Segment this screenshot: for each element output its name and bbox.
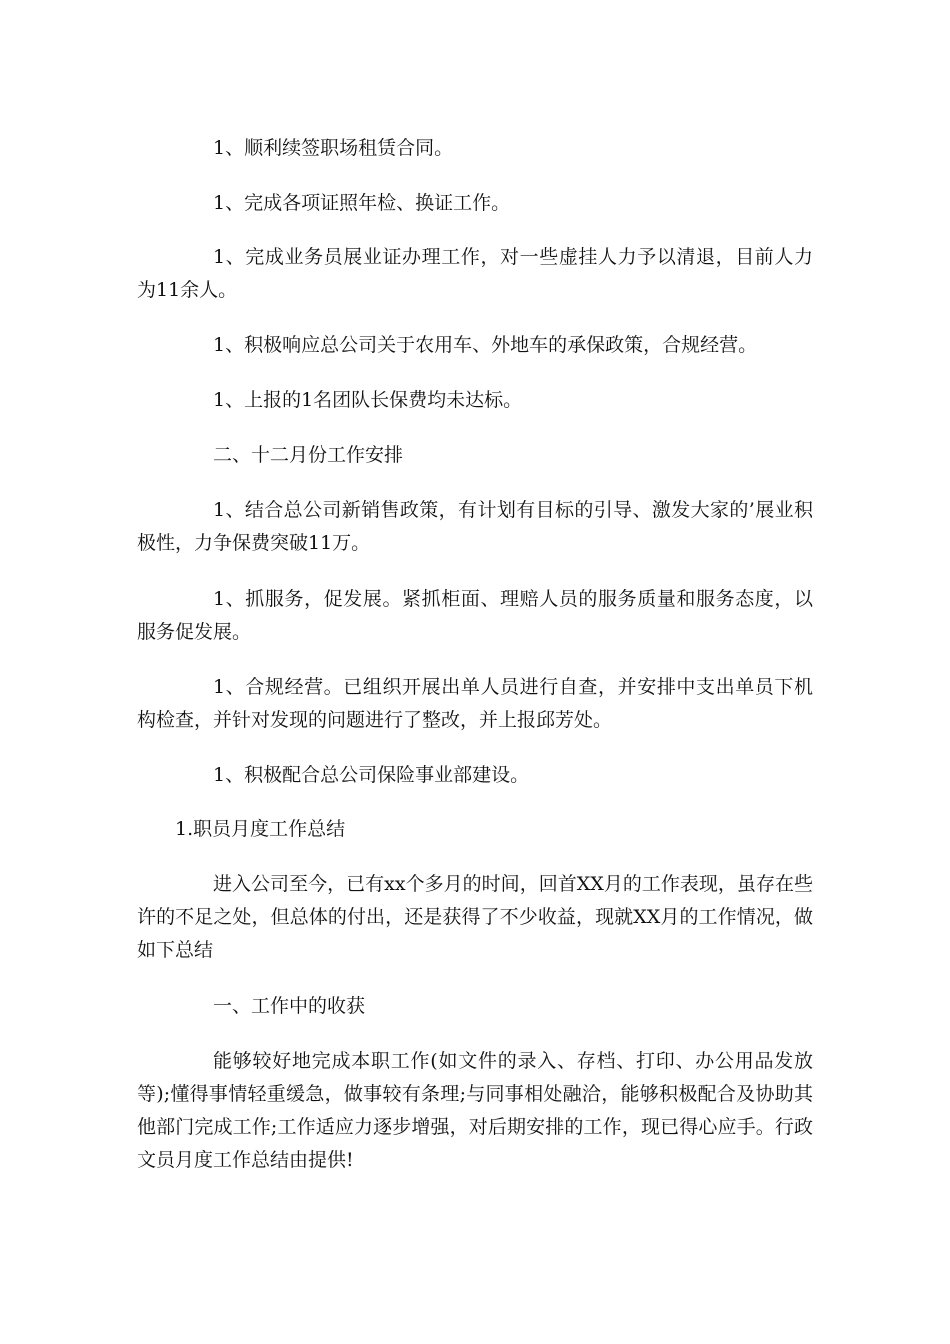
section-heading-december-plan: 二、十二月份工作安排 (213, 444, 404, 466)
paragraph-insurance-division: 1、积极配合总公司保险事业部建设。 (213, 764, 530, 786)
paragraph-underwriting-policy: 1、积极响应总公司关于农用车、外地车的承保政策，合规经营。 (213, 334, 758, 356)
paragraph-agent-certificates: 1、完成业务员展业证办理工作，对一些虚挂人力予以清退，目前人力为11余人。 (137, 246, 813, 301)
paragraph-team-leader-premium: 1、上报的1名团队长保费均未达标。 (213, 389, 523, 411)
paragraph-work-gains: 能够较好地完成本职工作(如文件的录入、存档、打印、办公用品发放等);懂得事情轻重缓急，做事较有条理;与同事相处融洽，能够积极配合及协助其他部门完成工作;工作适应力逐步增强，对后期安排的工作，现已得心应手。行政文员月度工作总结由提供! (137, 1050, 813, 1171)
paragraph-license-inspection: 1、完成各项证照年检、换证工作。 (213, 192, 511, 214)
paragraph-summary-intro: 进入公司至今，已有xx个多月的时间，回首XX月的工作表现，虽存在些许的不足之处，但总体的付出，还是获得了不少收益，现就XX月的工作情况，做如下总结 (137, 873, 813, 961)
paragraph-compliance: 1、合规经营。已组织开展出单人员进行自查，并安排中支出单员下机构检查，并针对发现的问题进行了整改，并上报邱芳处。 (137, 676, 813, 731)
paragraph-lease-renewal: 1、顺利续签职场租赁合同。 (213, 137, 454, 159)
section-heading-monthly-summary: 1.职员月度工作总结 (175, 818, 346, 840)
paragraph-sales-policy: 1、结合总公司新销售政策，有计划有目标的引导、激发大家的’展业积极性，力争保费突破11万。 (137, 499, 813, 554)
paragraph-service-development: 1、抓服务，促发展。紧抓柜面、理赔人员的服务质量和服务态度，以服务促发展。 (137, 588, 813, 643)
section-heading-gains: 一、工作中的收获 (213, 995, 366, 1017)
